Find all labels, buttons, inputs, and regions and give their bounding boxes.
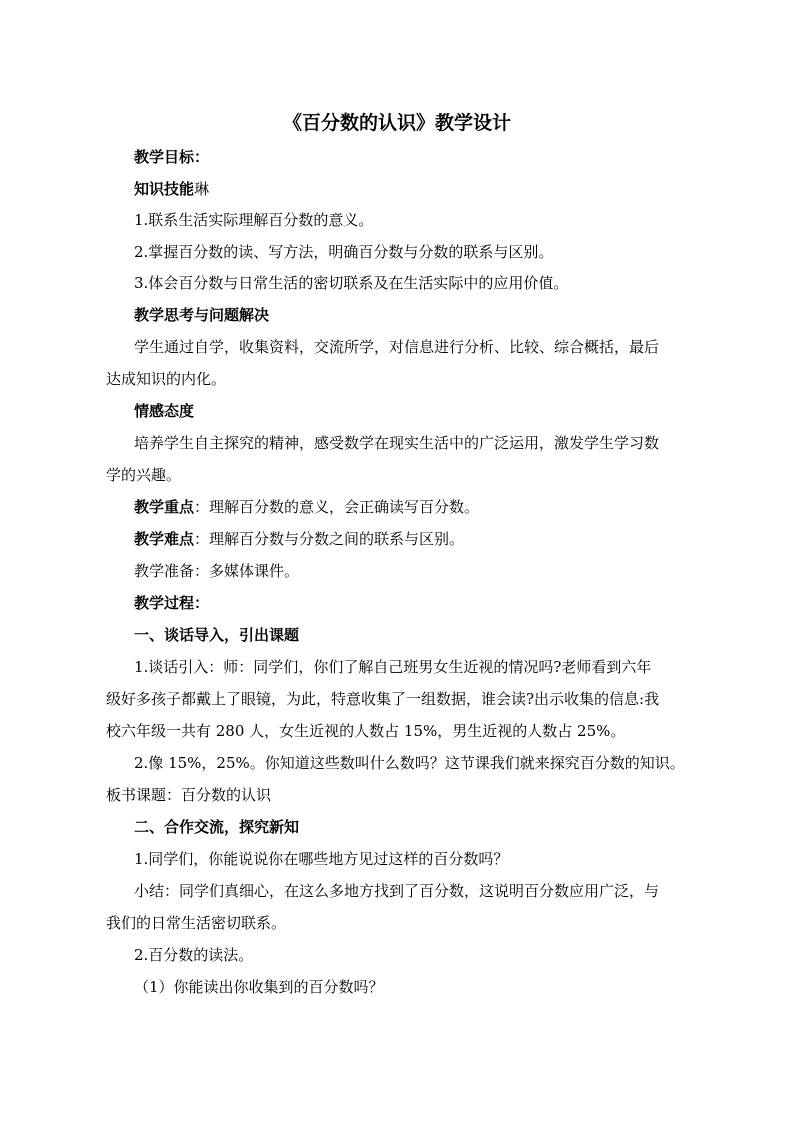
section1-paragraph-line: 级好多孩子都戴上了眼镜，为此，特意收集了一组数据，谁会读?出示收集的信息:我 [106,690,660,708]
section2-paragraph-line: 1.同学们，你能说说你在哪些地方见过这样的百分数吗？ [134,850,509,868]
thinking-text-line: 达成知识的内化。 [106,370,227,388]
board-title-line: 板书课题：百分数的认识 [106,786,272,804]
key-point-text: ：理解百分数的意义，会正确读写百分数。 [194,498,480,516]
document-title: 《百分数的认识》教学设计 [282,112,511,134]
section1-heading: 一、谈话导入，引出课题 [134,626,300,644]
difficulty-text: ：理解百分数与分数之间的联系与区别。 [194,530,465,548]
key-point-label: 教学重点 [134,498,195,516]
section2-summary-line: 我们的日常生活密切联系。 [106,914,287,932]
emotion-heading: 情感态度 [134,402,195,420]
knowledge-item: 1.联系生活实际理解百分数的意义。 [134,211,374,229]
preparation-line: 教学准备：多媒体课件。 [134,562,300,580]
objectives-heading: 教学目标： [134,148,210,166]
section2-reading-question: （1）你能读出你收集到的百分数吗？ [134,978,384,996]
difficulty-line [134,529,464,549]
knowledge-heading-suffix: 琳 [194,180,210,198]
section2-reading-heading: 2.百分数的读法。 [134,946,254,964]
key-point-line [134,497,479,517]
thinking-text-line: 学生通过自学，收集资料，交流所学，对信息进行分析、比较、综合概括，最后 [134,338,660,356]
difficulty-label: 教学难点 [134,530,195,548]
knowledge-item: 2.掌握百分数的读、写方法，明确百分数与分数的联系与区别。 [134,243,554,261]
section2-heading: 二、合作交流，探究新知 [134,818,300,836]
process-heading: 教学过程： [134,594,210,612]
knowledge-heading-line [134,179,209,199]
section1-paragraph2-line: 2.像 15%，25%。你知道这些数叫什么数吗？这节课我们就来探究百分数的知识。 [134,754,685,772]
emotion-text-line: 学的兴趣。 [106,466,182,484]
thinking-heading: 教学思考与问题解决 [134,306,270,324]
section1-paragraph-line: 校六年级一共有 280 人，女生近视的人数占 15%，男生近视的人数占 25%。 [106,722,626,740]
section1-paragraph-line: 1.谈话引入：师：同学们，你们了解自己班男女生近视的情况吗?老师看到六年 [134,658,652,676]
knowledge-heading: 知识技能 [134,180,195,198]
emotion-text-line: 培养学生自主探究的精神，感受数学在现实生活中的广泛运用，激发学生学习数 [134,434,660,452]
section2-summary-line: 小结：同学们真细心，在这么多地方找到了百分数，这说明百分数应用广泛，与 [134,882,660,900]
knowledge-item: 3.体会百分数与日常生活的密切联系及在生活实际中的应用价值。 [134,274,569,292]
